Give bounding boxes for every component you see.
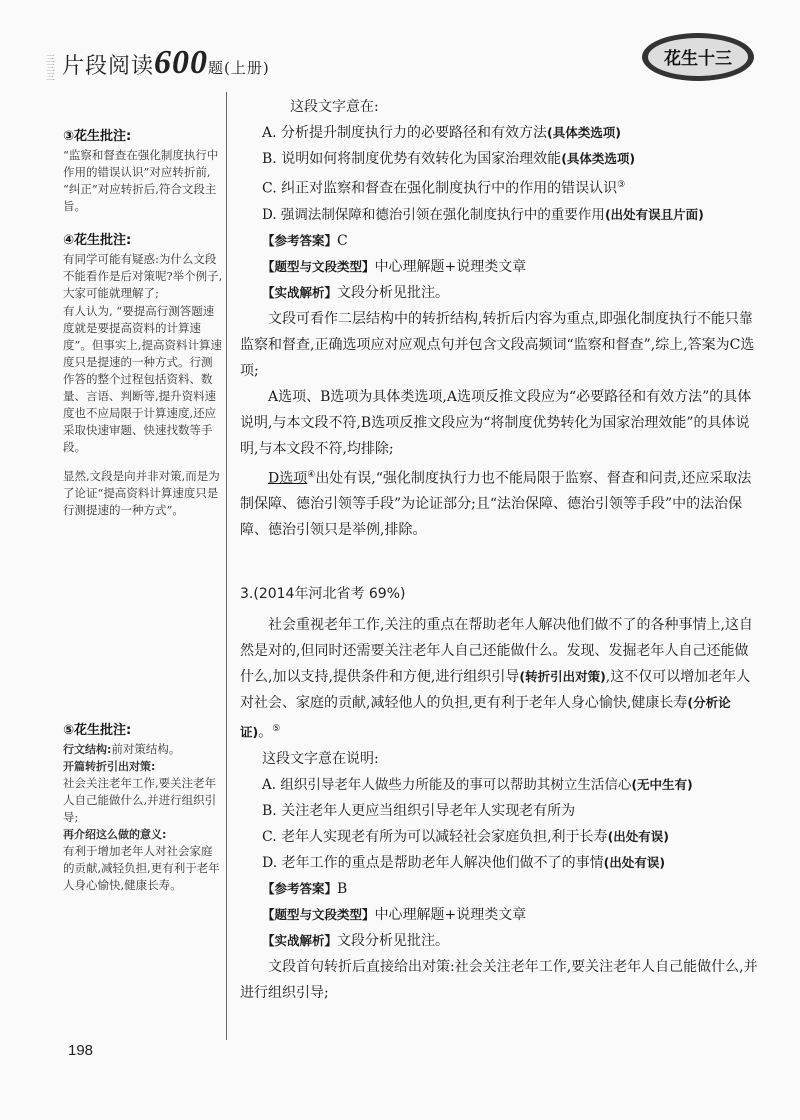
q3-option-d: D. 老年工作的重点是帮助老年人解决他们做不了的事情(出处有误) bbox=[262, 854, 666, 871]
q2-analysis: 【实战解析】文段分析见批注。 bbox=[262, 284, 450, 301]
column-divider bbox=[226, 92, 227, 1040]
note-3 bbox=[63, 128, 223, 215]
note-5-l1-text: 前对策结构。 bbox=[111, 742, 181, 756]
q3-analysis: 【实战解析】文段分析见批注。 bbox=[262, 932, 450, 949]
note-5-l2-text: 社会关注老年工作,要关注老年人自己能做什么,并进行组织引导; bbox=[63, 776, 217, 824]
note-5-l2-label: 开篇转折引出对策: bbox=[63, 760, 156, 773]
q2-para-2: A选项、B选项为具体类选项,A选项反推文段应为“必要路径和有效方法”的具体说明,与本文段不符,B选项反推文段应为“将制度优势转化为国家治理效能”的具体说明,与本文段不符,均排除; bbox=[240, 388, 752, 457]
q2-option-b: B. 说明如何将制度优势有效转化为国家治理效能(具体类选项) bbox=[262, 151, 636, 167]
note-3-body: “监察和督查在强化制度执行中作用的错误认识”对应转折前, “纠正”对应转折后,符合文段主旨。 bbox=[63, 148, 219, 213]
q2-answer: 【参考答案】C bbox=[262, 232, 348, 249]
q2-para-3: D选项④出处有误,“强化制度执行力也不能局限于监察、督查和问责,还应采取法制保障、德治引领等手段”为论证部分;且“法治保障、德治引领等手段”中的法治保障、德治引领只是举例,排除。 bbox=[240, 469, 752, 539]
note-5 bbox=[63, 722, 223, 894]
title-number: 600 bbox=[154, 44, 209, 81]
q3-option-b: B. 关注老年人更应当组织引导老年人实现老有所为 bbox=[262, 802, 576, 819]
q2-option-a: A. 分析提升制度执行力的必要路径和有效方法(具体类选项) bbox=[262, 125, 621, 141]
question-2 bbox=[240, 94, 760, 543]
title-prefix: 片段阅读 bbox=[62, 54, 155, 79]
note-4-heading: ④花生批注: bbox=[63, 233, 132, 248]
header-marks: 三三三 bbox=[44, 54, 54, 81]
note-4 bbox=[63, 232, 223, 519]
page-number: 198 bbox=[68, 1042, 94, 1059]
title-suffix: 题 bbox=[208, 59, 225, 77]
question-3 bbox=[240, 612, 760, 1006]
q2-option-c: C. 纠正对监察和督查在强化制度执行中的作用的错误认识③ bbox=[262, 180, 626, 197]
q2-stem: 这段文字意在: bbox=[290, 99, 379, 115]
logo-text: 花生十三 bbox=[664, 49, 732, 69]
q2-type: 【题型与文段类型】中心理解题+说理类文章 bbox=[262, 258, 527, 275]
question-3-heading: 3.(2014年河北省考 69%) bbox=[240, 586, 406, 602]
note-5-l3-label: 再介绍这么做的意义: bbox=[63, 828, 167, 841]
note-5-l3-text: 有利于增加老年人对社会家庭的贡献,减轻负担,更有利于老年人身心愉快,健康长寿。 bbox=[63, 844, 220, 892]
q3-passage: 社会重视老年工作,关注的重点在帮助老年人解决他们做不了的各种事情上,这自然是对的,但同时还需要关注老年人自己还能做什么。发现、发掘老年人自己还能做什么,加以支持,提供条件和方便,进行组织引导(转折引出对策),这不仅可以增加老年人对社会、家庭的贡献,减轻他人的负担,更有利于老年人身心愉快,健康长寿(分析论证)。⑤ bbox=[240, 617, 753, 741]
note-5-l1-label: 行文结构: bbox=[63, 743, 112, 756]
q3-stem: 这段文字意在说明: bbox=[262, 750, 379, 767]
q3-para-1: 文段首句转折后直接给出对策:社会关注老年工作,要关注老年人自己能做什么,并进行组织引导; bbox=[240, 958, 758, 1001]
note-5-heading: ⑤花生批注: bbox=[63, 723, 132, 738]
q2-option-d: D. 强调法制保障和德治引领在强化制度执行中的重要作用(出处有误且片面) bbox=[262, 206, 704, 223]
book-title bbox=[62, 44, 270, 82]
title-volume: (上册) bbox=[224, 59, 270, 77]
q3-type: 【题型与文段类型】中心理解题+说理类文章 bbox=[262, 906, 527, 923]
brand-logo bbox=[640, 30, 756, 84]
note-4-p1: 有同学可能有疑惑:为什么文段不能看作是后对策呢?举个例子,大家可能就理解了; bbox=[63, 252, 223, 300]
q3-option-a: A. 组织引导老年人做些力所能及的事可以帮助其树立生活信心(无中生有) bbox=[262, 776, 693, 793]
note-4-p3: 显然,文段是向并非对策,而是为了论证“提高资料计算速度只是行测提速的一种方式”。 bbox=[63, 469, 220, 517]
q3-option-c: C. 老年人实现老有所为可以减轻社会家庭负担,利于长寿(出处有误) bbox=[262, 828, 669, 845]
q3-answer: 【参考答案】B bbox=[262, 880, 348, 897]
note-4-p2: 有人认为, “要提高行测答题速度就是要提高资料的计算速度”。但事实上,提高资料计算速度只是提速的一种方式。行测作答的整个过程包括资料、数量、言语、判断等,提升资料速度也不应局限于计算速度,还应采取快速审题、快速找数等手段。 bbox=[63, 304, 223, 454]
note-3-heading: ③花生批注: bbox=[63, 129, 132, 144]
q2-para-1: 文段可看作二层结构中的转折结构,转折后内容为重点,即强化制度执行不能只靠监察和督查,正确选项应对应观点句并包含文段高频词“监察和督查”,综上,答案为C选项; bbox=[240, 310, 755, 379]
